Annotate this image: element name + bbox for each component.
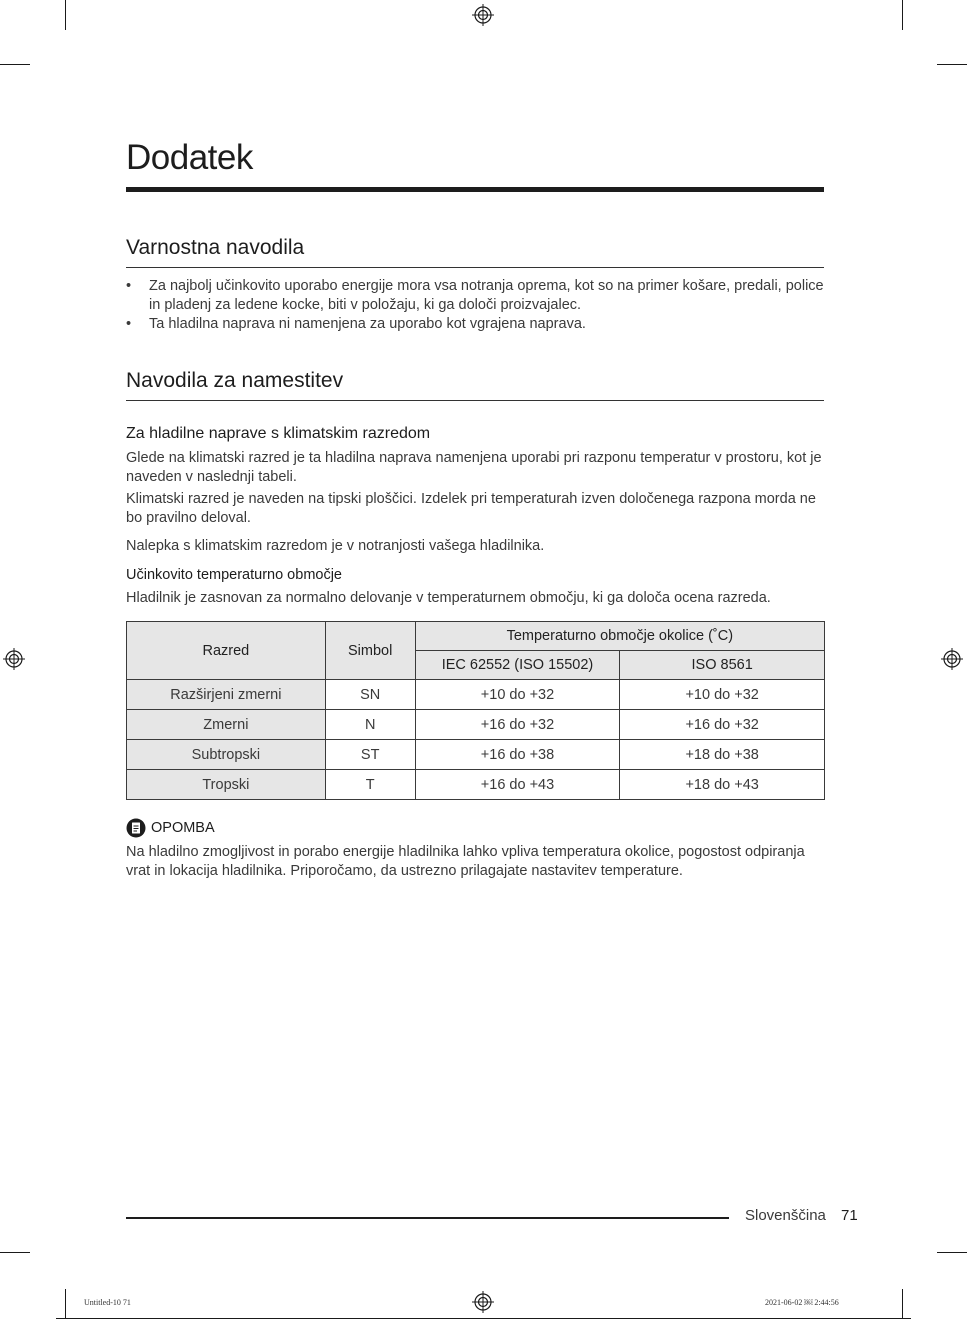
note-text: Na hladilno zmogljivost in porabo energije hladilnika lahko vpliva temperatura okolice, pogostost odpiranja vrat in lokacija hladilnika. Priporočamo, da ustrezno prilagajate nastavitev temperature. (126, 844, 805, 879)
registration-mark-icon (472, 1291, 494, 1313)
climate-class-table (126, 621, 825, 800)
registration-mark-icon (472, 4, 494, 26)
crop-mark (65, 0, 66, 30)
registration-mark-icon (941, 648, 963, 670)
table-cell-iso: +10 do +32 (620, 680, 825, 710)
print-slug-right: 2021-06-02 ￼ 2:44:56 (765, 1298, 839, 1307)
table-cell-class: Razširjeni zmerni (127, 680, 326, 710)
table-cell-iso: +18 do +43 (620, 770, 825, 800)
crop-mark (902, 1289, 903, 1319)
table-row (127, 680, 825, 710)
section-heading-safety: Varnostna navodila (126, 236, 305, 259)
table-cell-iec: +10 do +32 (415, 680, 620, 710)
table-header-range: Temperaturno območje okolice (˚C) (415, 622, 824, 651)
bullet-item: • Za najbolj učinkovito uporabo energije mora vsa notranja oprema, kot so na primer košare, predali, police in pladenj za ledene kocke, biti v položaju, ki ga določi proizvajalec. (126, 277, 824, 315)
crop-mark (65, 1289, 66, 1319)
crop-mark (902, 0, 903, 30)
note-label: OPOMBA (151, 820, 215, 836)
crop-mark (0, 1252, 30, 1253)
table-header-class: Razred (127, 622, 326, 680)
note-icon (126, 818, 146, 838)
section-rule (126, 267, 824, 268)
subheading-climate-class: Za hladilne naprave s klimatskim razredom (126, 425, 431, 442)
table-cell-symbol: N (325, 710, 415, 740)
crop-mark (0, 64, 30, 65)
title-rule (126, 187, 824, 192)
table-row (127, 740, 825, 770)
bullet-item: • Ta hladilna naprava ni namenjena za uporabo kot vgrajena naprava. (126, 315, 824, 334)
safety-bullet-list (126, 277, 824, 334)
subheading-temperature-range: Učinkovito temperaturno območje (126, 567, 342, 583)
table-header-iec: IEC 62552 (ISO 15502) (415, 651, 620, 680)
table-cell-symbol: ST (325, 740, 415, 770)
section-heading-installation: Navodila za namestitev (126, 369, 344, 392)
table-cell-iec: +16 do +32 (415, 710, 620, 740)
table-header-iso: ISO 8561 (620, 651, 825, 680)
registration-mark-icon (3, 648, 25, 670)
note-header (126, 818, 215, 838)
paragraph: Nalepka s klimatskim razredom je v notranjosti vašega hladilnika. (126, 538, 545, 554)
paragraph: Hladilnik je zasnovan za normalno delovanje v temperaturnem območju, ki ga določa ocena razreda. (126, 590, 771, 606)
table-header-symbol: Simbol (325, 622, 415, 680)
page-title: Dodatek (126, 138, 253, 177)
table-cell-iec: +16 do +43 (415, 770, 620, 800)
table-cell-iso: +18 do +38 (620, 740, 825, 770)
table-cell-class: Subtropski (127, 740, 326, 770)
table-cell-iec: +16 do +38 (415, 740, 620, 770)
crop-mark (937, 64, 967, 65)
table-cell-class: Zmerni (127, 710, 326, 740)
footer-rule (126, 1217, 729, 1219)
print-slug-left: Untitled-10 71 (84, 1298, 131, 1307)
table-row (127, 710, 825, 740)
table-row (127, 770, 825, 800)
table-cell-symbol: SN (325, 680, 415, 710)
section-rule (126, 400, 824, 401)
table-cell-symbol: T (325, 770, 415, 800)
crop-mark (937, 1252, 967, 1253)
table-cell-iso: +16 do +32 (620, 710, 825, 740)
table-cell-class: Tropski (127, 770, 326, 800)
paragraph: Glede na klimatski razred je ta hladilna naprava namenjena uporabi pri razponu temperatur v prostoru, kot je naveden v naslednji tabeli. (126, 450, 822, 485)
paragraph: Klimatski razred je naveden na tipski ploščici. Izdelek pri temperaturah izven določenega razpona morda ne bo pravilno deloval. (126, 491, 816, 526)
footer-language: Slovenščina (745, 1207, 826, 1224)
page-number: 71 (841, 1207, 858, 1224)
